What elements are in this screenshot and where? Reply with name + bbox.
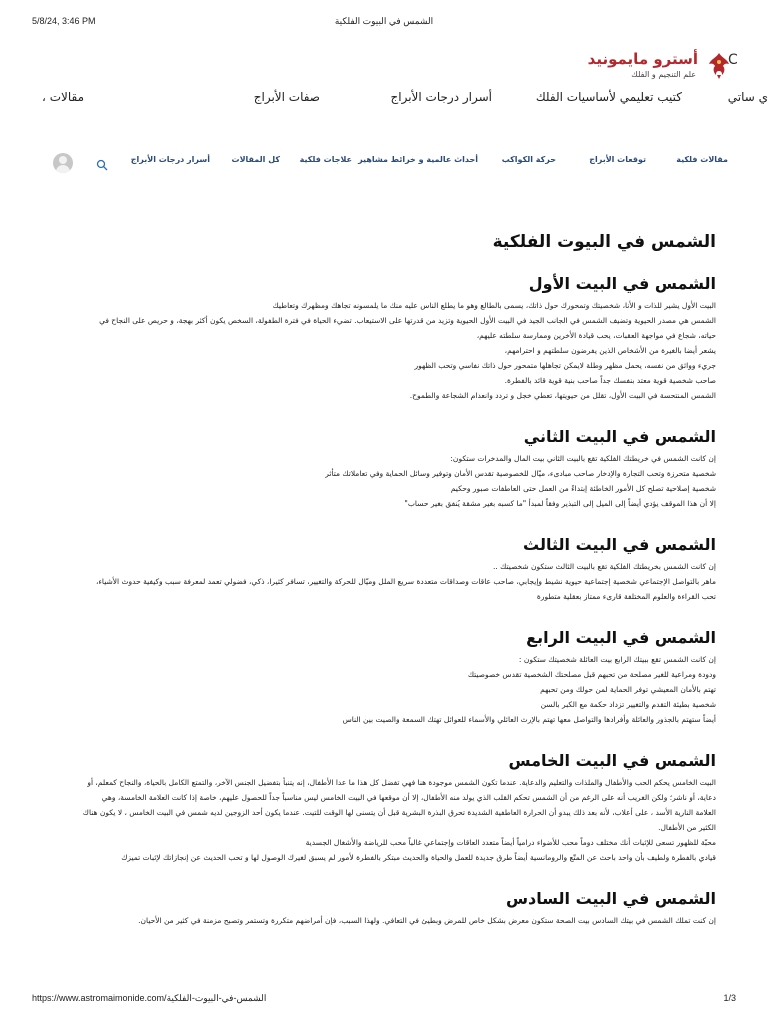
print-date: 5/8/24, 3:46 PM <box>32 16 96 26</box>
section-paragraph: إن كانت الشمس بخريطتك الفلكية تقع بالبيت الثالث ستكون شخصيتك .. <box>493 562 716 571</box>
article-section <box>44 889 716 928</box>
section-paragraph: الشمس المنتحسة في البيت الأول، تقلل من حيويتها، تعطي خجل و تردد وانعدام الشجاعة والطموح. <box>409 391 716 400</box>
section-paragraph: شخصية إصلاحية تصلح كل الأمور الخاطئة إبتداءً من العمل حتى العاطفات صبور وحكيم <box>450 484 716 493</box>
print-page-number: 1/3 <box>723 993 736 1003</box>
print-header <box>32 16 736 30</box>
section-paragraph: ماهر بالتواصل الإجتماعي شخصية إجتماعية حيوية نشيط وإيجابي، صاحب عاقات وصداقات متعددة سريع الملل وميّال للحركة والتغيير، تسافر كثيرا، ذكي، فضولي تعمد لمعرفة سبب وكيفية حدوث الأشياء، <box>95 577 716 586</box>
catnav-item-degree-secrets[interactable]: أسرار درجات الأبراج <box>130 155 210 164</box>
logo-title: أسترو مايمونيد <box>587 50 698 68</box>
section-paragraph: إن كنت تملك الشمس في بيتك السادس بيت الصحة ستكون معرض بشكل خاص للمرض وبطيئ في التعافي. ولهذا السبب، فإن أمراضهم متكررة وتستمر وتصبح مزمنة في كثير من الأحيان. <box>138 916 716 925</box>
catnav-item-all-articles[interactable]: كل المقالات <box>231 155 280 164</box>
section-paragraph: أيضاً ستهتم بالجذور والعائلة وأفرادها والتواصل معها تهتم بالإرث العائلي والأسماء للعوائل تهتك السمعة والصيت بين الناس <box>342 715 716 724</box>
section-heading: الشمس في البيت الأول <box>528 274 716 293</box>
section-paragraph: تهتم بالأمان المعيشي توفر الحماية لمن حولك ومن تحبهم <box>540 685 716 694</box>
article-section <box>44 274 716 403</box>
section-paragraph: إلا أن هذا الموقف يؤدي أيضاً إلى الميل إلى التبذير وفقاً لمبدأ "ما كسبه بغير مشقة يُنفق بغير حساب" <box>404 499 716 508</box>
section-heading: الشمس في البيت الثاني <box>523 427 716 446</box>
section-paragraph: شخصية متحرزة وتحب التجارة والإدخار صاحب مبادىء، ميّال للخصوصية تقدس الأمان وتوفير وسائل الحماية وفي تعاملاتك متأثر <box>325 469 716 478</box>
section-paragraph: العلامة النارية الأسد ، على أعلاب، لأنه بعد ذلك يبدو أن الحرارة العاطفية الشديدة تحرق البذرة البشرية قبل أن يتسنى لها الوقت للتيت. عندما يكون أحد الزوجين لديه شمس في البيت الخامس ، لا يكون هناك <box>82 808 716 817</box>
section-paragraph: جريء وواثق من نفسه، يحمل مظهر وطلة لايمكن تجاهلها متمحور حول ذاتك نفاسي وتحب الظهور <box>414 361 716 370</box>
section-paragraph: دعاية، أو ناشر؛ ولكن الغريب أنه على الرغم من أن الشمس تحكم القلب الذي يولد منه الأطفال، إلا أن موقعها في البيت الخامس ليس مناسباً جداً للحصول عليهم، خاصة إذا كانت العلامة الخامسة، وهي <box>101 793 716 802</box>
section-paragraph: صاحب شخصية قوية معتد بنفسك جداً صاحب بنية قوية قائد بالفطرة. <box>504 376 716 385</box>
topnav-item-truncated[interactable]: ي ساتي <box>727 90 768 104</box>
catnav-item-planet-movement[interactable]: حركة الكواكب <box>501 155 556 164</box>
user-avatar-icon[interactable] <box>53 153 73 173</box>
section-paragraph: تحب القراءة والعلوم المختلفة قارىء ممتاز بعقلية متطورة <box>536 592 716 601</box>
truncated-nav-glyph: C <box>728 52 738 68</box>
section-heading: الشمس في البيت الرابع <box>526 628 716 647</box>
logo-subtitle: علم التنجيم و الفلك <box>631 70 696 79</box>
section-paragraph: حياته، شجاع في مواجهة العقبات، يحب قيادة الأخرين وممارسة سلطته عليهم، <box>476 331 716 340</box>
category-navigation <box>0 155 768 173</box>
section-paragraph: قيادي بالفطرة ولطيف بأن واحد باحث عن المتّع والرومانسية أيضاً طرق جديدة للعمل والحياة والحديث مبتكر بالفطرة لأمور لم يسبق لغيرك الوصول لها و تحب الحديث عن إنجازاتك لإثبات تميزك <box>121 853 716 862</box>
section-heading: الشمس في البيت الثالث <box>523 535 716 554</box>
section-paragraph: البيت الخامس يحكم الحب والأطفال والملذات والتعليم والدعاية. عندما تكون الشمس موجودة هنا فهي تفضل كل هذا ما عدا الأطفال، إنه يتنبأ بتفضيل الجنس الآخر، والتمتع الكامل بالحياة، والنجاح كمعلم، أو <box>87 778 716 787</box>
article-sections <box>44 274 716 928</box>
section-paragraph: إن كانت الشمس تقع ببيتك الرابع بيت العائلة شخصيتك ستكون : <box>518 655 716 664</box>
top-navigation <box>0 90 768 112</box>
article-section <box>44 535 716 604</box>
print-title: الشمس في البيوت الفلكية <box>334 16 434 26</box>
search-icon[interactable] <box>96 159 108 171</box>
section-paragraph: الكثير من الأطفال. <box>658 823 716 832</box>
page-title: الشمس في البيوت الفلكية <box>492 232 716 252</box>
catnav-item-astro-remedies[interactable]: علاجات فلكية <box>299 155 352 164</box>
site-logo[interactable] <box>587 46 730 86</box>
section-paragraph: إن كانت الشمس في خريطتك الفلكية تقع بالبيت الثاني بيت المال والمدخرات ستكون: <box>450 454 716 463</box>
section-paragraph: البيت الأول يشير للذات و الأنا، شخصيتك وتمحورك حول ذاتك، يسمى بالطالع وهو ما يطلع الناس عليه منك ما يلمسونه تجاهك ومظهرك وتعاطيك <box>272 301 716 310</box>
catnav-item-horoscopes[interactable]: توقعات الأبراج <box>589 155 646 164</box>
section-paragraph: ودودة ومراعية للغير مصلحة من تحبهم قبل مصلحتك الشخصية تقدس خصوصيتك <box>467 670 716 679</box>
article-section <box>44 427 716 511</box>
article-section <box>44 628 716 727</box>
section-paragraph: شخصية بطيئة التقدم والتغيير تزداد حكمة مع الكبر بالسن <box>540 700 716 709</box>
section-paragraph: محبّة للظهور تسعى للإثبات أنك مختلف دوماً محب للأضواء درامياً أيضاً متعدد العاقات وإجتماعي غالباً محب للرياضة والأشغال الجسدية <box>305 838 716 847</box>
article-content <box>44 232 716 952</box>
print-url: https://www.astromaimonide.com/الشمس-في-البيوت-الفلكية <box>32 993 267 1003</box>
section-paragraph: يشعر أيضا بالغيرة من الأشخاص الذين يفرضون سلطتهم و احترامهم، <box>504 346 716 355</box>
topnav-item-articles[interactable]: مقالات ، <box>42 90 84 104</box>
section-paragraph: الشمس هي مصدر الحيوية وتضيف الشمس في الجانب الجيد في البيت الأول الحيوية وتزيد من قدرتها على الاستيعاب. تضيء الحياة في فترة الطفولة، السخص يكون أكثر بهجة، و حريص على النجاح في <box>99 316 716 325</box>
catnav-item-astro-articles[interactable]: مقالات فلكية <box>676 155 728 164</box>
topnav-item-sign-traits[interactable]: صفات الأبراج <box>253 90 320 104</box>
section-heading: الشمس في البيت السادس <box>505 889 716 908</box>
article-section <box>44 751 716 865</box>
topnav-item-degree-secrets[interactable]: أسرار درجات الأبراج <box>390 90 492 104</box>
section-heading: الشمس في البيت الخامس <box>508 751 716 770</box>
catnav-item-world-events[interactable]: أحداث عالمية و خرائط مشاهير <box>358 155 478 164</box>
topnav-item-astro-guide[interactable]: كتيب تعليمي لأساسيات الفلك <box>535 90 682 104</box>
phoenix-emblem-icon <box>708 50 730 80</box>
